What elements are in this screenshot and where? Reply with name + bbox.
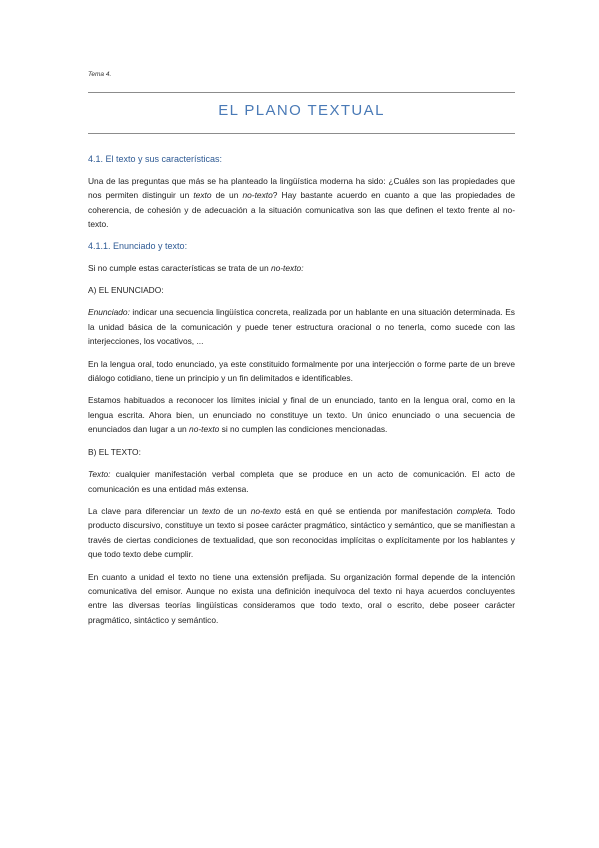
paragraph-clave: La clave para diferenciar un texto de un no-texto está en qué se entienda por manifestación completa. Todo producto discursivo, constituye un texto si posee carácter pragmático, sintáctico y semántico, que se manifiestan a través de ciertas condiciones de textualidad, que son reconocidas implícitas o explícitamente por los hablantes y que todo texto debe cumplir. (88, 505, 515, 560)
paragraph-no-texto: Si no cumple estas características se trata de un no-texto: (88, 262, 304, 273)
page-title: EL PLANO TEXTUAL (218, 102, 385, 119)
paragraph-enunciado-definition: Enunciado: indicar una secuencia lingüística concreta, realizada por un hablante en una situación determinada. Es la unidad básica de la comunicación y puede tener estructura oracional o no tenerla, como sucede con las interjecciones, los vocativos, ... (88, 307, 515, 347)
section-heading-4-1-1: 4.1.1. Enunciado y texto: (88, 240, 188, 251)
paragraph-lengua-oral: En la lengua oral, todo enunciado, ya este constituido formalmente por una interjección o forme parte de un breve diálogo cotidiano, tiene un principio y un fin delimitados e identificables. (88, 358, 515, 384)
document-body (88, 153, 515, 635)
paragraph-limites: Estamos habituados a reconocer los límites inicial y final de un enunciado, tanto en la lengua oral, como en la lengua escrita. Ahora bien, un enunciado no constituye un texto. Un único enunciado o una secuencia de enunciados dan lugar a un no-texto si no cumplen las condiciones mencionadas. (88, 395, 515, 435)
label-texto: B) EL TEXTO: (88, 446, 141, 457)
paragraph-extension: En cuanto a unidad el texto no tiene una extensión prefijada. Su organización formal depende de la intención comunicativa del emisor. Aunque no exista una definición inequívoca del texto ni haya acuerdos concluyentes entre las diversas teorías lingüísticas consideramos que todo texto, oral o escrito, debe poseer carácter pragmático, sintáctico y semántico. (88, 571, 515, 625)
title-rule-top (88, 92, 515, 93)
paragraph-intro: Una de las preguntas que más se ha planteado la lingüística moderna ha sido: ¿Cuáles son las propiedades que nos permiten distinguir un texto de un no-texto? Hay bastante acuerdo en cuanto a que las propiedades de coherencia, de cohesión y de adecuación a la situación comunicativa son las que definen el texto frente al no-texto. (88, 176, 515, 230)
section-heading-4-1: 4.1. El texto y sus características: (88, 154, 223, 164)
running-header: Tema 4. (88, 71, 112, 78)
label-enunciado: A) EL ENUNCIADO: (88, 285, 164, 296)
paragraph-texto-definition: Texto: cualquier manifestación verbal completa que se produce en un acto de comunicación. El acto de comunicación es una entidad más extensa. (88, 469, 515, 494)
title-rule-bottom (88, 133, 515, 134)
